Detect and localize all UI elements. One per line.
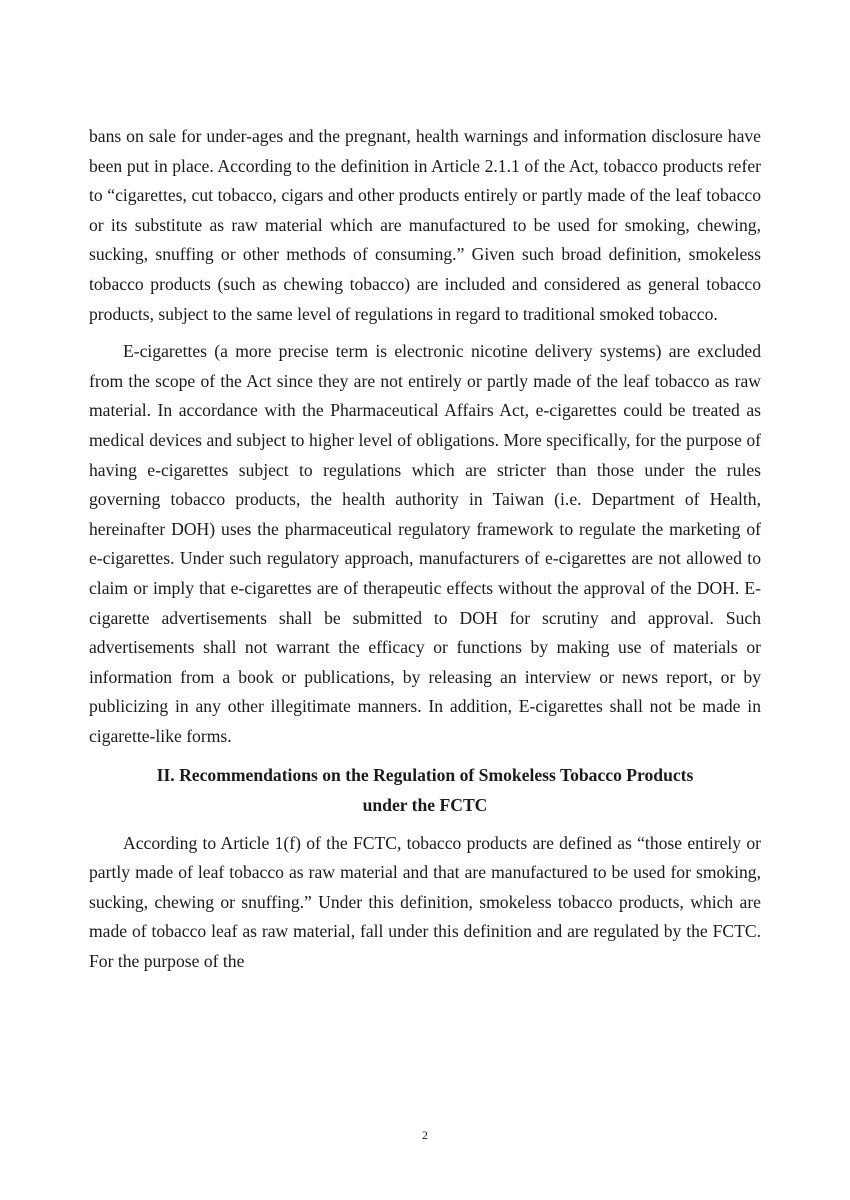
section-heading — [89, 761, 761, 820]
paragraph-tobacco-act-definition: bans on sale for under-ages and the pregnant, health warnings and information disclosure have been put in place. According to the definition in Article 2.1.1 of the Act, tobacco products refer to “cigarettes, cut tobacco, cigars and other products entirely or partly made of the leaf tobacco or its substitute as raw material which are manufactured to be used for smoking, chewing, sucking, snuffing or other methods of consuming.” Given such broad definition, smokeless tobacco products (such as chewing tobacco) are included and considered as general tobacco products, subject to the same level of regulations in regard to traditional smoked tobacco. — [89, 126, 761, 324]
paragraph-e-cigarettes: E-cigarettes (a more precise term is electronic nicotine delivery systems) are excluded from the scope of the Act since they are not entirely or partly made of the leaf tobacco as raw material. In accordance with the Pharmaceutical Affairs Act, e-cigarettes could be treated as medical devices and subject to higher level of obligations. More specifically, for the purpose of having e-cigarettes subject to regulations which are stricter than those under the rules governing tobacco products, the health authority in Taiwan (i.e. Department of Health, hereinafter DOH) uses the pharmaceutical regulatory framework to regulate the marketing of e-cigarettes. Under such regulatory approach, manufacturers of e-cigarettes are not allowed to claim or imply that e-cigarettes are of therapeutic effects without the approval of the DOH. E-cigarette advertisements shall be submitted to DOH for scrutiny and approval. Such advertisements shall not warrant the efficacy or functions by making use of materials or information from a book or publications, by releasing an interview or news report, or by publicizing in any other illegitimate manners. In addition, E-cigarettes shall not be made in cigarette-like forms. — [89, 341, 761, 746]
section-heading-line-1: II. Recommendations on the Regulation of Smokeless Tobacco Products — [156, 765, 694, 786]
paragraph-fctc-definition: According to Article 1(f) of the FCTC, tobacco products are defined as “those entirely or partly made of leaf tobacco as raw material and that are manufactured to be used for smoking, sucking, chewing or snuffing.” Under this definition, smokeless tobacco products, which are made of tobacco leaf as raw material, fall under this definition and are regulated by the FCTC. For the purpose of the — [89, 832, 761, 972]
section-heading-line-2: under the FCTC — [362, 795, 488, 816]
document-body — [89, 122, 761, 977]
page-number: 2 — [422, 1128, 428, 1142]
